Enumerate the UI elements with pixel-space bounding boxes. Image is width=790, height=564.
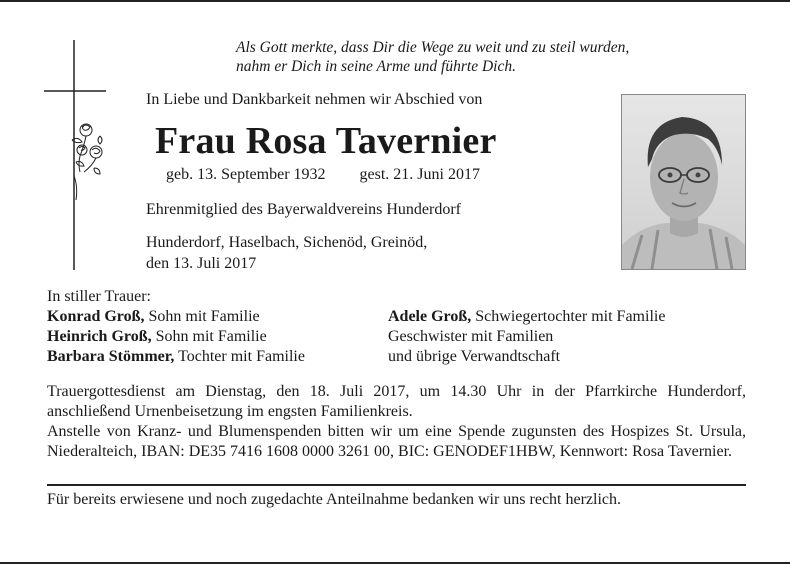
mourner-name: Konrad Groß, <box>47 308 145 325</box>
mourner-entry <box>47 307 305 327</box>
mourner-entry <box>388 307 665 327</box>
service-info: Trauergottesdienst am Dienstag, den 18. Juli 2017, um 14.30 Uhr in der Pfarrkirche Hunderdorf, anschließend Urnenbeisetzung im engsten Familienkreis. <box>47 383 746 420</box>
mourner-relation: Tochter mit Familie <box>174 348 305 365</box>
mourner-entry <box>47 347 305 367</box>
death-date: gest. 21. Juni 2017 <box>359 166 480 183</box>
life-dates <box>166 166 480 184</box>
thanks-text: Für bereits erwiesene und noch zugedachte Anteilnahme bedanken wir uns recht herzlich. <box>47 491 622 508</box>
date-line: den 13. Juli 2017 <box>146 255 257 272</box>
mourner-entry <box>47 327 305 347</box>
place-line: Hunderdorf, Haselbach, Sichenöd, Greinöd, <box>146 234 428 251</box>
mourner-relation: Geschwister mit Familien <box>388 328 554 345</box>
cross-with-roses-icon <box>42 40 112 272</box>
quote-line-1: Als Gott merkte, dass Dir die Wege zu weit und zu steil wurden, <box>236 39 630 56</box>
place-date <box>146 232 427 274</box>
mourners-heading: In stiller Trauer: <box>47 288 151 305</box>
top-border <box>0 0 790 2</box>
mourner-entry <box>388 347 665 367</box>
donation-info: Anstelle von Kranz- und Blumenspenden bitten wir um eine Spende zugunsten des Hospizes St. Ursula, Niederalteich, IBAN: DE35 7416 1608 0000 3261 00, BIC: GENODEF1HBW, Kennwort: Rosa Tavernier. <box>47 423 746 460</box>
mourner-name: Heinrich Groß, <box>47 328 152 345</box>
quote <box>236 38 756 76</box>
mourner-relation: Sohn mit Familie <box>144 308 260 325</box>
mourner-relation: Schwiegertochter mit Familie <box>471 308 666 325</box>
honor-text: Ehrenmitglied des Bayerwaldvereins Hunderdorf <box>146 201 462 218</box>
mourner-name: Barbara Stömmer, <box>47 348 175 365</box>
mourner-entry <box>388 327 665 347</box>
portrait-photo <box>621 94 746 270</box>
birth-date: geb. 13. September 1932 <box>166 166 326 183</box>
intro-text: In Liebe und Dankbarkeit nehmen wir Abschied von <box>146 91 483 108</box>
mourners-right-column <box>388 307 665 367</box>
quote-line-2: nahm er Dich in seine Arme und führte Dich. <box>236 58 516 75</box>
deceased-name: Frau Rosa Tavernier <box>155 120 497 162</box>
mourner-relation: Sohn mit Familie <box>151 328 267 345</box>
mourner-relation: und übrige Verwandtschaft <box>388 348 561 365</box>
mourners-left-column <box>47 287 305 367</box>
divider <box>47 484 746 486</box>
mourner-name: Adele Groß, <box>388 308 472 325</box>
